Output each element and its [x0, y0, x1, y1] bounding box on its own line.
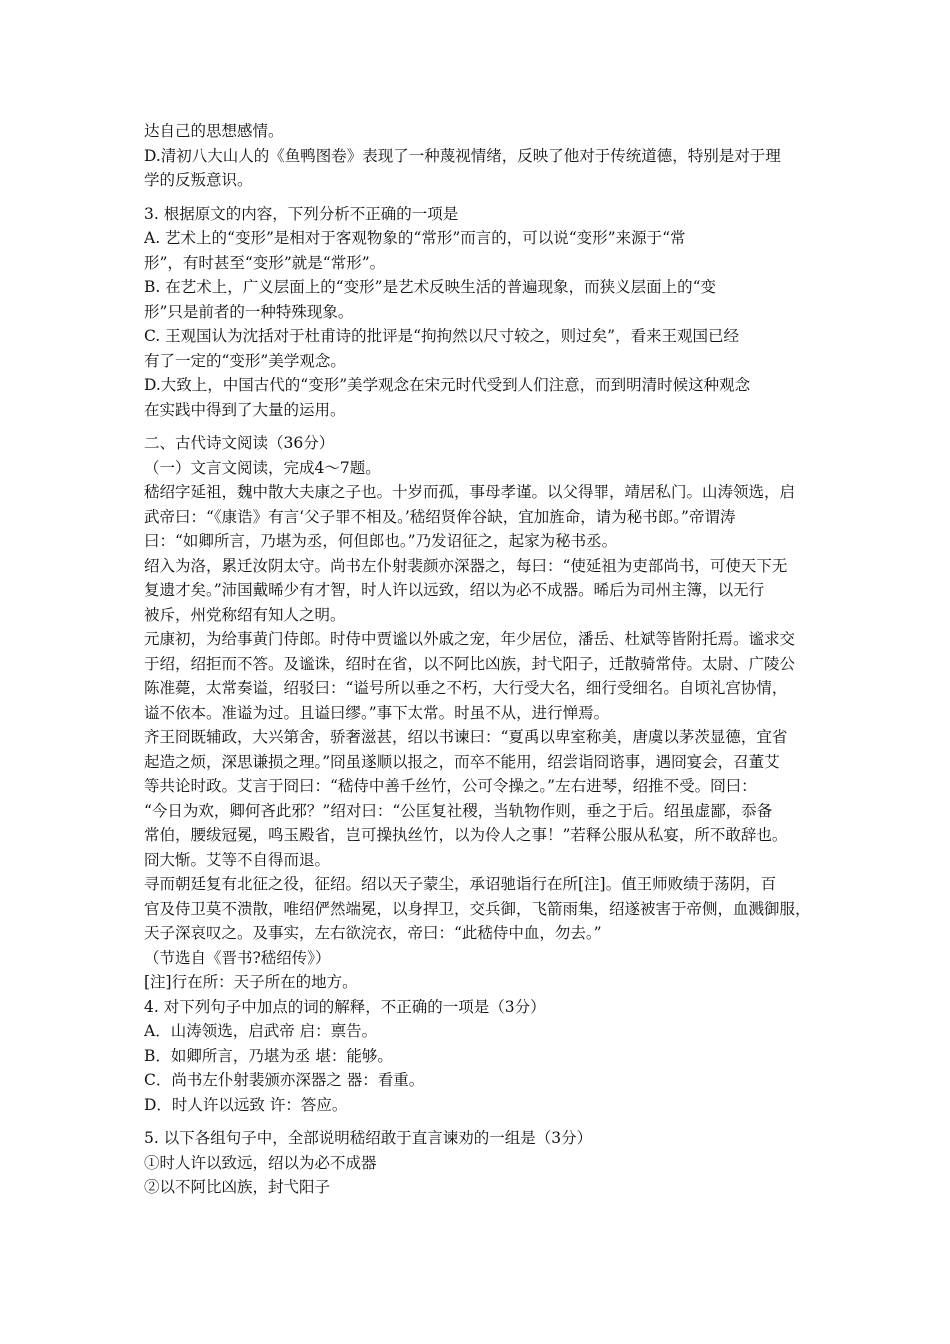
- text-line: D.大致上，中国古代的“变形”美学观念在宋元时代受到人们注意，而到明清时候这种观念: [144, 376, 751, 394]
- text-line: 3. 根据原文的内容，下列分析不正确的一项是: [144, 204, 459, 223]
- document-page: [144, 119, 812, 1200]
- text-line: 形”，有时甚至“变形”就是“常形”。: [144, 253, 386, 272]
- text-line: 于绍，绍拒而不答。及谧诛，绍时在省，以不阿比凶族，封弋阳子，迁散骑常侍。太尉、广陵公: [144, 654, 796, 673]
- text-line: ①时人许以致远，绍以为必不成器: [144, 1153, 377, 1172]
- text-line: （节选自《晋书?嵇绍传》）: [144, 948, 331, 967]
- text-line: 4. 对下列句子中加点的词的解释，不正确的一项是（3分）: [144, 997, 546, 1016]
- paragraph-gap: [144, 1117, 812, 1126]
- text-line: 官及侍卫莫不溃散，唯绍俨然端冕，以身捍卫，交兵御，飞箭雨集，绍遂被害于帝侧，血溅御服，: [144, 899, 811, 918]
- text-line: 常伯，腰绂冠冕，鸣玉殿省，岂可操执丝竹，以为伶人之事！”若释公服从私宴，所不敢辞也。: [144, 826, 788, 844]
- text-line: 曰：“如卿所言，乃堪为丞，何但郎也。”乃发诏征之，起家为秘书丞。: [144, 532, 618, 550]
- text-line: [注]行在所：天子所在的地方。: [144, 973, 358, 991]
- text-line: A．山涛领选，启武帝 启：禀告。: [144, 1022, 378, 1040]
- text-line: 陈准薨，太常奏谥，绍驳曰：“谥号所以垂之不朽，大行受大名，细行受细名。自顷礼宫协情，: [144, 679, 788, 697]
- text-line: 形”只是前者的一种特殊现象。: [144, 302, 354, 321]
- text-line: 5. 以下各组句子中，全部说明嵇绍敢于直言谏劝的一组是（3分）: [144, 1129, 593, 1147]
- text-line: D.清初八大山人的《鱼鸭图卷》表现了一种蔑视情绪，反映了他对于传统道德，特别是对于理: [144, 146, 781, 165]
- text-line: 冏大惭。艾等不自得而退。: [144, 850, 331, 869]
- text-line: 寻而朝廷复有北征之役，征绍。绍以天子蒙尘，承诏驰诣行在所[注]。值王师败绩于荡阴，百: [144, 875, 777, 893]
- text-line: 二、古代诗文阅读（36分）: [144, 434, 335, 452]
- text-line: 达自己的思想感情。: [144, 122, 284, 140]
- text-line: 学的反叛意识。: [144, 171, 253, 189]
- text-line: 有了一定的“变形”美学观念。: [144, 351, 346, 370]
- text-line: 嵇绍字延祖，魏中散大夫康之子也。十岁而孤，事母孝谨。以父得罪，靖居私门。山涛领选，启: [144, 483, 796, 501]
- text-line: （一）文言文阅读，完成4～7题。: [144, 458, 381, 477]
- text-line: 被斥，州党称绍有知人之明。: [144, 605, 346, 624]
- text-line: 复遗才矣。”沛国戴晞少有才智，时人许以远致，绍以为必不成器。晞后为司州主簿，以无行: [144, 581, 765, 599]
- text-line: 齐王冏既辅政，大兴第舍，骄奢滋甚，绍以书谏曰：“夏禹以卑室称美，唐虞以茅茨显德，宜省: [144, 728, 788, 746]
- paragraph-gap: [144, 193, 812, 202]
- text-line: D．时人许以远致 许：答应。: [144, 1095, 348, 1114]
- text-line: 元康初，为给事黄门侍郎。时侍中贾谧以外戚之宠，年少居位，潘岳、杜斌等皆附托焉。谧求交: [144, 630, 796, 648]
- text-line: 绍入为洛，累迁汝阴太守。尚书左仆射裴颜亦深器之，每曰：“使延祖为吏部尚书，可使天下无: [144, 556, 788, 575]
- text-line: 天子深哀叹之。及事实，左右欲浣衣，帝曰：“此嵇侍中血，勿去。”: [144, 924, 602, 942]
- text-line: C. 王观国认为沈括对于杜甫诗的批评是“拘拘然以尺寸较之，则过矣”，看来王观国已经: [144, 327, 740, 345]
- paragraph-gap: [144, 422, 812, 431]
- text-line: 起造之烦，深思谦损之理。”冏虽遂顺以报之，而卒不能用，绍尝诣冏谘事，遇冏宴会，召董艾: [144, 752, 780, 771]
- text-line: C．尚书左仆射裴颁亦深器之 器：看重。: [144, 1071, 425, 1089]
- text-line: “今日为欢，卿何吝此邪？”绍对曰：“公匡复社稷，当轨物作则，垂之于后。绍虽虚鄙，忝备: [144, 801, 773, 820]
- text-line: 在实践中得到了大量的运用。: [144, 400, 346, 419]
- text-line: 等共论时政。艾言于冏曰：“嵇侍中善千丝竹，公可令操之。”左右进琴，绍推不受。冏曰：: [144, 777, 757, 795]
- text-line: A. 艺术上的“变形”是相对于客观物象的“常形”而言的，可以说“变形”来源于“常: [144, 229, 686, 247]
- text-line: ②以不阿比凶族，封弋阳子: [144, 1178, 331, 1196]
- text-line: B. 在艺术上，广义层面上的“变形”是艺术反映生活的普遍现象，而狭义层面上的“变: [144, 278, 717, 296]
- text-line: 武帝曰：“《康诰》有言‘父子罪不相及。’嵇绍贤侔谷缺，宜加旌命，请为秘书郎。”帝谓涛: [144, 507, 736, 526]
- text-line: 谥不依本。准谥为过。且谥曰缪。”事下太常。时虽不从，进行惮焉。: [144, 703, 610, 722]
- text-line: B．如卿所言，乃堪为丞 堪：能够。: [144, 1046, 393, 1065]
